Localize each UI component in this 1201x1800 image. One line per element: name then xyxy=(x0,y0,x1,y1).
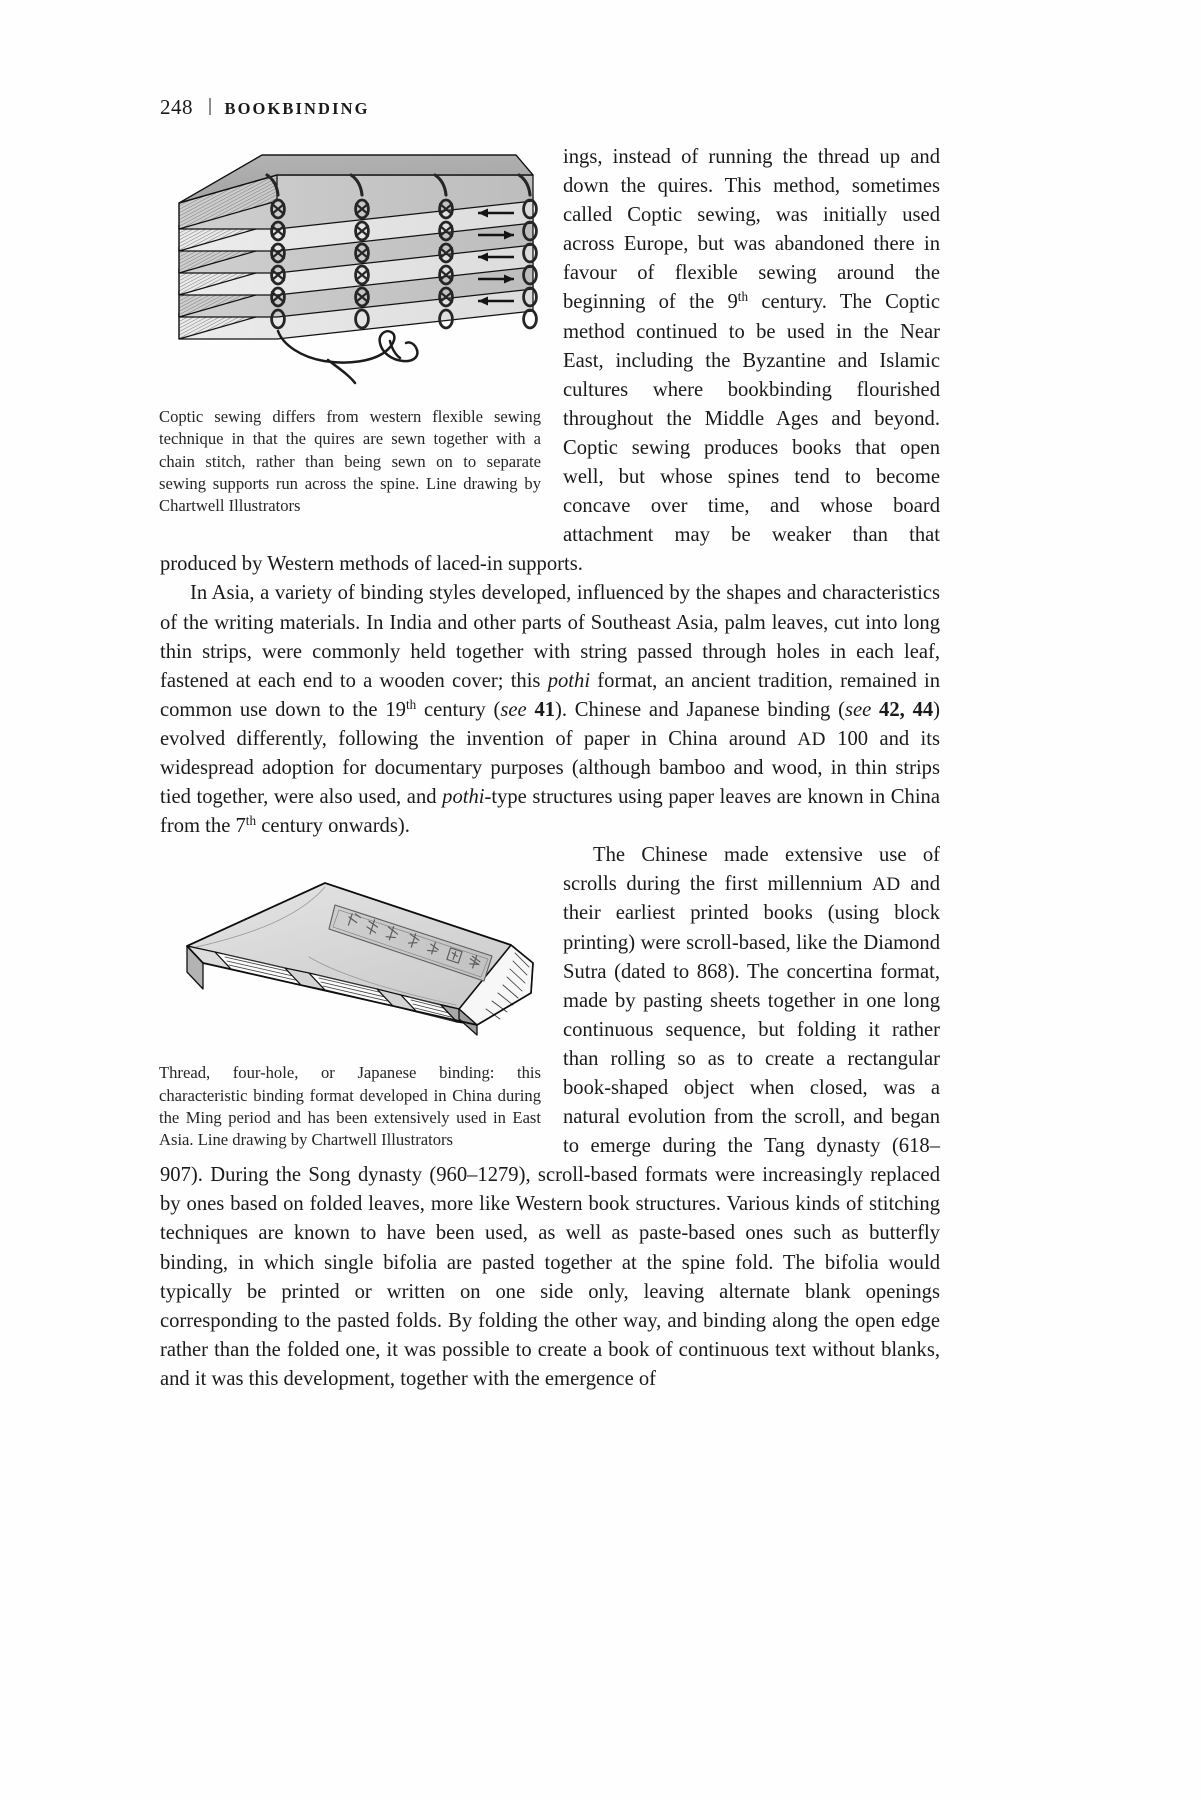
figure-japanese-binding xyxy=(159,853,541,1151)
small-caps-ad: AD xyxy=(797,728,826,750)
japanese-binding-illustration xyxy=(159,853,541,1048)
body-paragraph-3: The Chinese made extensive use of scrolls during the first millennium AD and their earliest printed books (using block printing) were scroll-based, like the Diamond Sutra (dated to 868). The concertina format, made by pasting sheets together in one long continuous sequence, but folding it rather than rolling so as to create a rectangular book-shaped object when closed, was a natural evolution from the scroll, and began to emerge during the Tang dynasty (618–907). During the Song dynasty (960–1279), scroll-based formats were increasingly replaced by ones based on folded leaves, more like Western book structures. Various kinds of stitching techniques are known to have been used, as well as paste-based ones such as butterfly binding, in which single bifolia are pasted together at the spine fold. The bifolia would typically be printed or written on one side only, leaving alternate blank openings corresponding to the pasted folds. By folding the other way, and binding along the open edge rather than the folded one, it was possible to create a book of continuous text without blanks, and it was this development, together with the emergence of xyxy=(160,844,940,1390)
coptic-sewing-svg xyxy=(159,145,541,390)
figure-caption-coptic: Coptic sewing differs from western flexible sewing technique in that the quires are sewn together with a chain stitch, rather than being sewn on to separate sewing supports run across the spine. Line drawing by Chartwell Illustrators xyxy=(159,407,541,516)
running-head-divider xyxy=(209,98,211,115)
loose-thread-tail xyxy=(278,331,417,383)
japanese-binding-svg xyxy=(159,853,541,1048)
running-head xyxy=(160,95,370,120)
italic-see: see xyxy=(844,698,872,721)
superscript-ordinal: th xyxy=(405,696,417,712)
figure-reference: 41 xyxy=(534,698,556,721)
body-paragraph-1: ings, instead of running the thread up and down the quires. This method, sometimes called Coptic sewing, was initially used across Europe, but was abandoned there in favour of flexible sewing around the beginning of the 9th century. The Coptic method continued to be used in the Near East, including the Byzantine and Islamic cultures where bookbinding flourished throughout the Middle Ages and beyond. Coptic sewing produces books that open well, but whose spines tend to become concave over time, and whose board attachment may be weaker than that produced by Western methods of laced-in supports. xyxy=(160,146,940,576)
figure-caption-japanese: Thread, four-hole, or Japanese binding: this characteristic binding format developed in China during the Ming period and has been extensively used in East Asia. Line drawing by Chartwell Illustrators xyxy=(159,1063,541,1150)
figure-reference: 42, 44 xyxy=(879,698,934,721)
small-caps-ad: AD xyxy=(872,874,901,896)
page-textblock xyxy=(160,143,940,1394)
italic-term-pothi: pothi xyxy=(442,786,485,809)
running-head-title: BOOKBINDING xyxy=(224,99,370,118)
italic-term-pothi: pothi xyxy=(547,669,591,692)
superscript-ordinal: th xyxy=(245,813,257,829)
coptic-sewing-diagram xyxy=(159,145,541,390)
italic-see: see xyxy=(500,698,527,721)
page-folio: 248 xyxy=(160,95,193,119)
figure-coptic-sewing xyxy=(159,145,541,517)
superscript-ordinal: th xyxy=(737,289,749,305)
body-paragraph-2: In Asia, a variety of binding styles developed, influenced by the shapes and characteristics of the writing materials. In India and other parts of Southeast Asia, palm leaves, cut into long thin strips, were commonly held together with string passed through holes in each leaf, fastened at each end to a wooden cover; this pothi format, an ancient tradition, remained in common use down to the 19th century (see 41). Chinese and Japanese binding (see 42, 44) evolved differently, following the invention of paper in China around AD 100 and its widespread adoption for documentary purposes (although bamboo and wood, in thin strips tied together, were also used, and pothi-type structures using paper leaves are known in China from the 7th century onwards). xyxy=(160,582,941,838)
